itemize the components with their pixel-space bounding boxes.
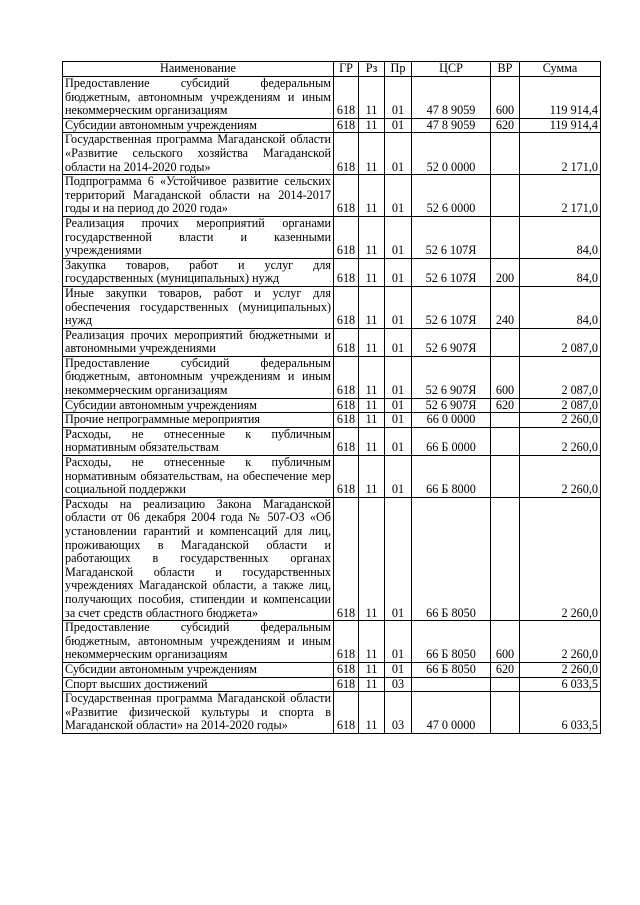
row-rz: 11 bbox=[359, 77, 385, 119]
row-vr: 240 bbox=[491, 286, 520, 328]
row-vr bbox=[491, 427, 520, 455]
row-name: Расходы, не отнесенные к публичным нормативным обязательствам, на обеспечение мер социальной поддержки bbox=[63, 456, 334, 498]
row-rz: 11 bbox=[359, 427, 385, 455]
row-name: Реализация прочих мероприятий органами государственной власти и казенными учреждениями bbox=[63, 216, 334, 258]
table-row bbox=[63, 692, 601, 734]
table-row bbox=[63, 118, 601, 133]
row-rz: 11 bbox=[359, 133, 385, 175]
row-rz: 11 bbox=[359, 456, 385, 498]
row-name: Подпрограмма 6 «Устойчивое развитие сельских территорий Магаданской области на 2014-2017 годы и на период до 2020 года» bbox=[63, 175, 334, 217]
row-vr: 600 bbox=[491, 77, 520, 119]
header-csr: ЦСР bbox=[412, 62, 491, 77]
row-rz: 11 bbox=[359, 328, 385, 356]
row-rz: 11 bbox=[359, 413, 385, 428]
row-sum: 2 260,0 bbox=[520, 621, 601, 663]
row-name: Государственная программа Магаданской области «Развитие сельского хозяйства Магаданской области на 2014-2020 годы» bbox=[63, 133, 334, 175]
row-gr: 618 bbox=[334, 175, 359, 217]
row-rz: 11 bbox=[359, 497, 385, 620]
row-sum: 2 260,0 bbox=[520, 456, 601, 498]
row-gr: 618 bbox=[334, 677, 359, 692]
row-rz: 11 bbox=[359, 118, 385, 133]
row-sum: 2 260,0 bbox=[520, 662, 601, 677]
row-gr: 618 bbox=[334, 398, 359, 413]
table-row bbox=[63, 677, 601, 692]
row-gr: 618 bbox=[334, 77, 359, 119]
row-vr bbox=[491, 216, 520, 258]
row-gr: 618 bbox=[334, 497, 359, 620]
row-gr: 618 bbox=[334, 621, 359, 663]
row-name: Субсидии автономным учреждениям bbox=[63, 398, 334, 413]
row-gr: 618 bbox=[334, 692, 359, 734]
row-pr: 01 bbox=[385, 328, 412, 356]
row-vr: 200 bbox=[491, 258, 520, 286]
row-name: Расходы на реализацию Закона Магаданской области от 06 декабря 2004 года № 507-ОЗ «Об установлении гарантий и компенсаций для лиц, проживающих в Магаданской области и работающих в государственных органах Магаданской области и государственных учреждениях Магаданской области, а также лиц, получающих пособия, стипендии и компенсации за счет средств областного бюджета» bbox=[63, 497, 334, 620]
table-row bbox=[63, 216, 601, 258]
row-vr: 620 bbox=[491, 118, 520, 133]
row-csr: 66 Б 8050 bbox=[412, 497, 491, 620]
row-csr: 52 6 107Я bbox=[412, 258, 491, 286]
row-gr: 618 bbox=[334, 118, 359, 133]
table-row bbox=[63, 427, 601, 455]
row-sum: 2 171,0 bbox=[520, 175, 601, 217]
row-csr: 52 6 907Я bbox=[412, 398, 491, 413]
table-row bbox=[63, 413, 601, 428]
row-csr: 66 Б 8000 bbox=[412, 456, 491, 498]
row-name: Расходы, не отнесенные к публичным нормативным обязательствам bbox=[63, 427, 334, 455]
table-row bbox=[63, 328, 601, 356]
row-pr: 01 bbox=[385, 662, 412, 677]
row-csr bbox=[412, 677, 491, 692]
row-pr: 01 bbox=[385, 216, 412, 258]
row-pr: 01 bbox=[385, 286, 412, 328]
row-gr: 618 bbox=[334, 286, 359, 328]
row-pr: 01 bbox=[385, 118, 412, 133]
header-vr: ВР bbox=[491, 62, 520, 77]
row-rz: 11 bbox=[359, 677, 385, 692]
row-vr: 620 bbox=[491, 662, 520, 677]
row-vr: 600 bbox=[491, 621, 520, 663]
row-name: Субсидии автономным учреждениям bbox=[63, 118, 334, 133]
row-csr: 47 0 0000 bbox=[412, 692, 491, 734]
row-name: Прочие непрограммные мероприятия bbox=[63, 413, 334, 428]
row-pr: 01 bbox=[385, 497, 412, 620]
row-csr: 52 6 107Я bbox=[412, 286, 491, 328]
row-vr: 600 bbox=[491, 356, 520, 398]
row-gr: 618 bbox=[334, 456, 359, 498]
row-vr bbox=[491, 133, 520, 175]
row-rz: 11 bbox=[359, 662, 385, 677]
row-csr: 52 6 907Я bbox=[412, 356, 491, 398]
row-sum: 2 087,0 bbox=[520, 328, 601, 356]
row-rz: 11 bbox=[359, 692, 385, 734]
row-name: Закупка товаров, работ и услуг для государственных (муниципальных) нужд bbox=[63, 258, 334, 286]
row-gr: 618 bbox=[334, 258, 359, 286]
row-rz: 11 bbox=[359, 286, 385, 328]
row-sum: 84,0 bbox=[520, 258, 601, 286]
row-gr: 618 bbox=[334, 216, 359, 258]
row-gr: 618 bbox=[334, 662, 359, 677]
row-sum: 2 260,0 bbox=[520, 497, 601, 620]
row-csr: 66 0 0000 bbox=[412, 413, 491, 428]
row-sum: 2 087,0 bbox=[520, 356, 601, 398]
row-csr: 52 6 907Я bbox=[412, 328, 491, 356]
row-pr: 01 bbox=[385, 77, 412, 119]
row-sum: 119 914,4 bbox=[520, 118, 601, 133]
row-vr bbox=[491, 677, 520, 692]
row-pr: 01 bbox=[385, 356, 412, 398]
row-sum: 84,0 bbox=[520, 216, 601, 258]
table-row bbox=[63, 456, 601, 498]
table-row bbox=[63, 175, 601, 217]
row-sum: 6 033,5 bbox=[520, 677, 601, 692]
row-sum: 2 260,0 bbox=[520, 427, 601, 455]
row-csr: 66 Б 0000 bbox=[412, 427, 491, 455]
row-gr: 618 bbox=[334, 427, 359, 455]
row-sum: 2 260,0 bbox=[520, 413, 601, 428]
row-rz: 11 bbox=[359, 356, 385, 398]
row-name: Предоставление субсидий федеральным бюджетным, автономным учреждениям и иным некоммерческим организациям bbox=[63, 621, 334, 663]
header-row bbox=[63, 62, 601, 77]
row-csr: 66 Б 8050 bbox=[412, 621, 491, 663]
header-sum: Сумма bbox=[520, 62, 601, 77]
row-sum: 6 033,5 bbox=[520, 692, 601, 734]
row-rz: 11 bbox=[359, 398, 385, 413]
row-rz: 11 bbox=[359, 258, 385, 286]
row-vr bbox=[491, 175, 520, 217]
row-sum: 84,0 bbox=[520, 286, 601, 328]
row-rz: 11 bbox=[359, 175, 385, 217]
row-csr: 47 8 9059 bbox=[412, 118, 491, 133]
row-csr: 52 6 0000 bbox=[412, 175, 491, 217]
table-row bbox=[63, 497, 601, 620]
header-rz: Рз bbox=[359, 62, 385, 77]
header-gr: ГР bbox=[334, 62, 359, 77]
table-row bbox=[63, 258, 601, 286]
row-name: Государственная программа Магаданской области «Развитие физической культуры и спорта в Магаданской области» на 2014-2020 годы» bbox=[63, 692, 334, 734]
row-gr: 618 bbox=[334, 328, 359, 356]
row-sum: 2 171,0 bbox=[520, 133, 601, 175]
row-pr: 01 bbox=[385, 175, 412, 217]
row-name: Предоставление субсидий федеральным бюджетным, автономным учреждениям и иным некоммерческим организациям bbox=[63, 356, 334, 398]
row-pr: 03 bbox=[385, 677, 412, 692]
table-header bbox=[63, 62, 601, 77]
budget-table bbox=[62, 61, 601, 734]
row-csr: 52 6 107Я bbox=[412, 216, 491, 258]
table-row bbox=[63, 286, 601, 328]
row-pr: 01 bbox=[385, 456, 412, 498]
table-row bbox=[63, 133, 601, 175]
row-name: Спорт высших достижений bbox=[63, 677, 334, 692]
row-sum: 119 914,4 bbox=[520, 77, 601, 119]
table-row bbox=[63, 662, 601, 677]
row-pr: 03 bbox=[385, 692, 412, 734]
table-row bbox=[63, 621, 601, 663]
row-name: Иные закупки товаров, работ и услуг для обеспечения государственных (муниципальных) нужд bbox=[63, 286, 334, 328]
row-vr: 620 bbox=[491, 398, 520, 413]
row-vr bbox=[491, 456, 520, 498]
row-pr: 01 bbox=[385, 258, 412, 286]
row-name: Субсидии автономным учреждениям bbox=[63, 662, 334, 677]
row-vr bbox=[491, 413, 520, 428]
row-pr: 01 bbox=[385, 427, 412, 455]
row-gr: 618 bbox=[334, 413, 359, 428]
row-rz: 11 bbox=[359, 216, 385, 258]
table-row bbox=[63, 356, 601, 398]
header-pr: Пр bbox=[385, 62, 412, 77]
row-name: Реализация прочих мероприятий бюджетными и автономными учреждениями bbox=[63, 328, 334, 356]
row-gr: 618 bbox=[334, 356, 359, 398]
row-vr bbox=[491, 692, 520, 734]
row-vr bbox=[491, 328, 520, 356]
row-name: Предоставление субсидий федеральным бюджетным, автономным учреждениям и иным некоммерческим организациям bbox=[63, 77, 334, 119]
row-gr: 618 bbox=[334, 133, 359, 175]
table-row bbox=[63, 398, 601, 413]
table-row bbox=[63, 77, 601, 119]
row-csr: 66 Б 8050 bbox=[412, 662, 491, 677]
table-body bbox=[63, 77, 601, 734]
row-sum: 2 087,0 bbox=[520, 398, 601, 413]
row-pr: 01 bbox=[385, 398, 412, 413]
row-vr bbox=[491, 497, 520, 620]
header-name: Наименование bbox=[63, 62, 334, 77]
row-csr: 47 8 9059 bbox=[412, 77, 491, 119]
row-pr: 01 bbox=[385, 133, 412, 175]
row-rz: 11 bbox=[359, 621, 385, 663]
row-csr: 52 0 0000 bbox=[412, 133, 491, 175]
row-pr: 01 bbox=[385, 621, 412, 663]
row-pr: 01 bbox=[385, 413, 412, 428]
